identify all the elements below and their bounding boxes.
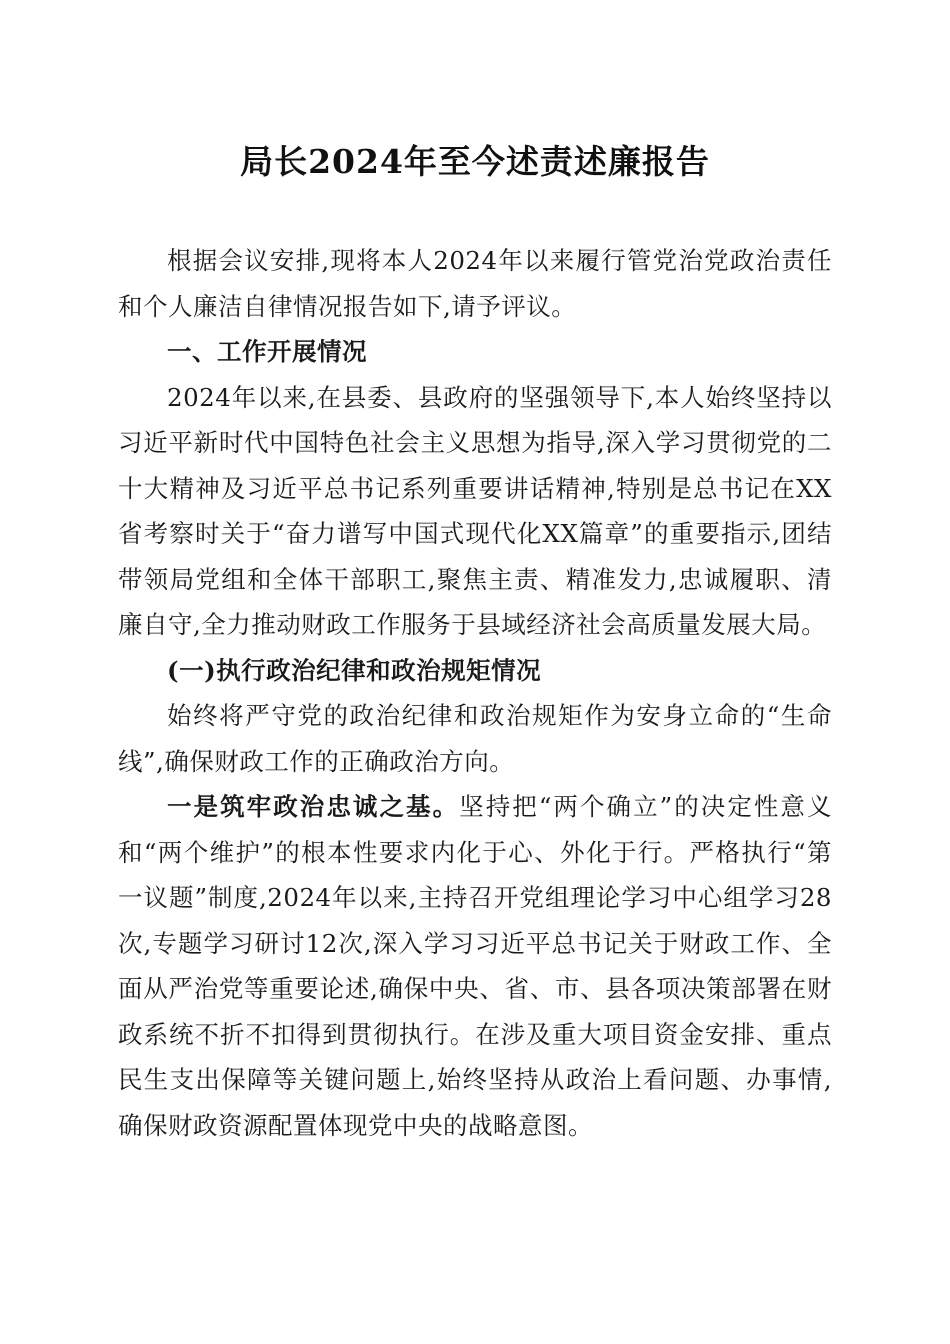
subsection-paragraph-discipline: 始终将严守党的政治纪律和政治规矩作为安身立命的“生命线”,确保财政工作的正确政治方向。 <box>118 701 832 776</box>
subsection-heading-political-discipline: (一)执行政治纪律和政治规矩情况 <box>167 655 542 685</box>
document-title: 局长2024年至今述责述廉报告 <box>240 142 710 181</box>
section-heading-work: 一、工作开展情况 <box>167 337 367 366</box>
point-paragraph-loyalty <box>118 784 832 1148</box>
section-paragraph-overview: 2024年以来,在县委、县政府的坚强领导下,本人始终坚持以习近平新时代中国特色社会主义思想为指导,深入学习贯彻党的二十大精神及习近平总书记系列重要讲话精神,特别是总书记在XX省考察时关于“奋力谱写中国式现代化XX篇章”的重要指示,团结带领局党组和全体干部职工,聚焦主责、精准发力,忠诚履职、清廉自守,全力推动财政工作服务于县域经济社会高质量发展大局。 <box>118 382 832 639</box>
point-lead-text: 一是筑牢政治忠诚之基。 <box>167 792 460 821</box>
point-body-text: 坚持把“两个确立”的决定性意义和“两个维护”的根本性要求内化于心、外化于行。严格执行“第一议题”制度,2024年以来,主持召开党组理论学习中心组学习28次,专题学习研讨12次,深入学习习近平总书记关于财政工作、全面从严治党等重要论述,确保中央、省、市、县各项决策部署在财政系统不折不扣得到贯彻执行。在涉及重大项目资金安排、重点民生支出保障等关键问题上,始终坚持从政治上看问题、办事情,确保财政资源配置体现党中央的战略意图。 <box>118 792 832 1140</box>
intro-paragraph: 根据会议安排,现将本人2024年以来履行管党治党政治责任和个人廉洁自律情况报告如下,请予评议。 <box>118 246 832 321</box>
